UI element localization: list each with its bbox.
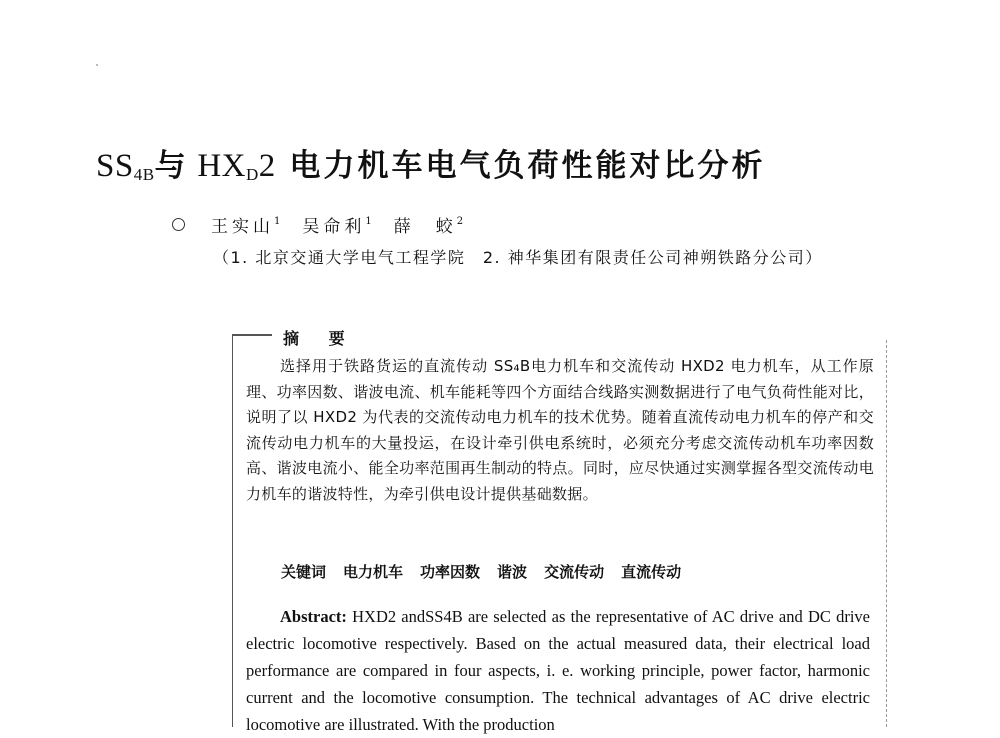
abstract-frame-right [886,340,888,727]
title-conj: 与 [154,148,189,184]
keywords-label: 关键词 [281,563,327,581]
title-rest: 电力机车电气负荷性能对比分析 [275,148,766,184]
scan-speck [96,64,98,66]
title-hx-num: 2 [258,148,276,184]
keywords-line [281,561,698,582]
keyword: 交流传动 [544,563,605,581]
author-marker-icon [172,218,185,231]
title-hx-sub: D [245,165,259,184]
paper-title [96,140,766,185]
english-abstract [246,603,870,738]
author-name: 王实山$^1$ [211,216,281,237]
author-line [172,212,485,237]
abstract-frame-left [232,334,233,727]
title-hx: HX [188,148,246,184]
abstract-heading: 摘 要 [283,329,357,348]
title-ss: SS [96,148,134,184]
keyword: 电力机车 [343,563,404,581]
title-ss-sub: 4B [133,165,155,184]
chinese-abstract: 选择用于铁路货运的直流传动 SS₄B电力机车和交流传动 HXD2 电力机车，从工作原理、功率因数、谐波电流、机车能耗等四个方面结合线路实测数据进行了电气负荷性能对比，说明了以 HXD2 为代表的交流传动电力机车的技术优势。随着直流传动电力机车的停产和交流传动电力机车的大量投运，在设计牵引供电系统时，必须充分考虑交流传动机车功率因数高、谐波电流小、能全功率范围再生制动的特点。同时，应尽快通过实测掌握各型交流传动电力机车的谐波特性，为牵引供电设计提供基础数据。 [246,357,874,503]
keyword: 功率因数 [420,563,481,581]
author-name: 吴命利$^1$ [302,216,372,237]
affiliations: （1. 北京交通大学电气工程学院 2. 神华集团有限责任公司神朔铁路分公司） [213,248,823,267]
abstract-en-label: Abstract: [280,607,347,626]
keyword: 直流传动 [621,563,682,581]
abstract-frame-top [232,334,272,336]
author-name: 薛 蛟$^2$ [393,216,464,237]
abstract-en-body: HXD2 andSS4B are selected as the representative of AC drive and DC drive electric locomotive respectively. Based on the actual measured data, their electrical load performance are compared in four aspects, i. e. working principle, power factor, harmonic current and the locomotive consumption. The technical advantages of AC drive electric locomotive are illustrated. With the production [246,607,870,734]
keyword: 谐波 [497,563,528,581]
